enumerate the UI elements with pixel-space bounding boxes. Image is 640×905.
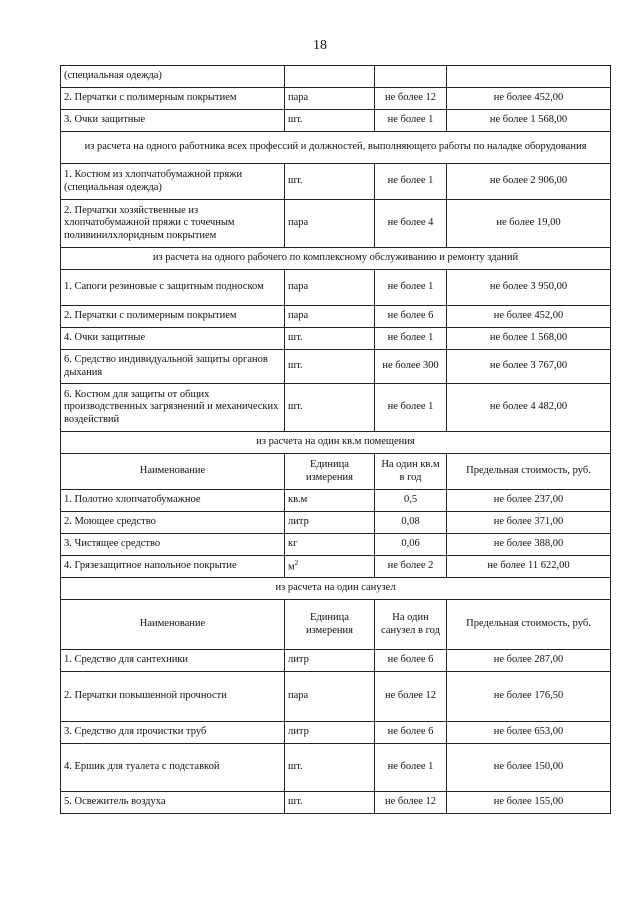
header-row	[61, 600, 611, 650]
table-row	[61, 88, 611, 110]
item-unit: литр	[285, 650, 375, 672]
section-title: из расчета на одного рабочего по комплексному обслуживанию и ремонту зданий	[61, 248, 611, 270]
header-row	[61, 454, 611, 490]
table-row	[61, 200, 611, 248]
item-unit: кг	[285, 534, 375, 556]
item-name: (специальная одежда)	[61, 66, 285, 88]
item-name: 1. Сапоги резиновые с защитным подноском	[61, 270, 285, 306]
item-unit: пара	[285, 200, 375, 248]
item-qty: не более 1	[375, 744, 447, 792]
section-title: из расчета на один кв.м помещения	[61, 432, 611, 454]
item-qty: не более 6	[375, 722, 447, 744]
item-name: 3. Средство для прочистки труб	[61, 722, 285, 744]
item-name: 4. Грязезащитное напольное покрытие	[61, 556, 285, 578]
item-qty: не более 12	[375, 88, 447, 110]
item-qty	[375, 66, 447, 88]
table-row	[61, 350, 611, 384]
item-qty: не более 2	[375, 556, 447, 578]
section-row	[61, 578, 611, 600]
item-qty: не более 12	[375, 792, 447, 814]
header-name: Наименование	[61, 454, 285, 490]
item-unit: шт.	[285, 384, 375, 432]
table-row	[61, 306, 611, 328]
table-row	[61, 270, 611, 306]
unit-base: м	[288, 561, 295, 573]
table-row	[61, 328, 611, 350]
header-unit: Единица измерения	[285, 600, 375, 650]
item-price: не более 19,00	[447, 200, 611, 248]
item-price: не более 371,00	[447, 512, 611, 534]
item-name: 2. Перчатки повышенной прочности	[61, 672, 285, 722]
item-price: не более 388,00	[447, 534, 611, 556]
item-name: 4. Очки защитные	[61, 328, 285, 350]
item-qty: 0,5	[375, 490, 447, 512]
table-row	[61, 534, 611, 556]
item-price: не более 11 622,00	[447, 556, 611, 578]
item-price: не более 2 906,00	[447, 164, 611, 200]
section-row	[61, 132, 611, 164]
table-row	[61, 556, 611, 578]
table-row	[61, 792, 611, 814]
item-price	[447, 66, 611, 88]
table-row	[61, 164, 611, 200]
item-unit: литр	[285, 722, 375, 744]
item-price: не более 176,50	[447, 672, 611, 722]
item-unit: шт.	[285, 164, 375, 200]
item-price: не более 4 482,00	[447, 384, 611, 432]
item-name: 3. Очки защитные	[61, 110, 285, 132]
item-unit: шт.	[285, 350, 375, 384]
item-unit: кв.м	[285, 490, 375, 512]
item-price: не более 653,00	[447, 722, 611, 744]
item-name: 2. Перчатки с полимерным покрытием	[61, 306, 285, 328]
item-unit: шт.	[285, 110, 375, 132]
table-row	[61, 512, 611, 534]
table-row	[61, 110, 611, 132]
item-qty: не более 1	[375, 110, 447, 132]
item-qty: не более 12	[375, 672, 447, 722]
item-unit	[285, 66, 375, 88]
item-price: не более 452,00	[447, 88, 611, 110]
item-qty: не более 1	[375, 328, 447, 350]
item-price: не более 452,00	[447, 306, 611, 328]
item-price: не более 287,00	[447, 650, 611, 672]
header-name: Наименование	[61, 600, 285, 650]
item-name: 6. Средство индивидуальной защиты органов дыхания	[61, 350, 285, 384]
table-row	[61, 722, 611, 744]
item-price: не более 155,00	[447, 792, 611, 814]
item-qty: 0,08	[375, 512, 447, 534]
item-price: не более 1 568,00	[447, 110, 611, 132]
table-row	[61, 490, 611, 512]
item-name: 2. Моющее средство	[61, 512, 285, 534]
header-qty: На один санузел в год	[375, 600, 447, 650]
header-qty: На один кв.м в год	[375, 454, 447, 490]
item-qty: не более 300	[375, 350, 447, 384]
page-number: 18	[313, 38, 327, 53]
item-qty: не более 4	[375, 200, 447, 248]
item-unit	[285, 556, 375, 578]
section-title: из расчета на один санузел	[61, 578, 611, 600]
item-price: не более 150,00	[447, 744, 611, 792]
section-row	[61, 248, 611, 270]
item-unit: пара	[285, 88, 375, 110]
item-unit: шт.	[285, 792, 375, 814]
item-price: не более 237,00	[447, 490, 611, 512]
item-qty: не более 1	[375, 164, 447, 200]
unit-superscript: 2	[294, 558, 299, 567]
item-name: 1. Полотно хлопчатобумажное	[61, 490, 285, 512]
item-name: 6. Костюм для защиты от общих производственных загрязнений и механических воздействий	[61, 384, 285, 432]
item-name: 1. Средство для сантехники	[61, 650, 285, 672]
item-unit: пара	[285, 306, 375, 328]
item-qty: не более 6	[375, 650, 447, 672]
table-row	[61, 384, 611, 432]
item-qty: не более 6	[375, 306, 447, 328]
item-qty: не более 1	[375, 270, 447, 306]
item-qty: 0,06	[375, 534, 447, 556]
section-row	[61, 432, 611, 454]
header-unit: Единица измерения	[285, 454, 375, 490]
norms-table	[60, 65, 611, 814]
table-row	[61, 672, 611, 722]
item-unit: шт.	[285, 328, 375, 350]
item-name: 1. Костюм из хлопчатобумажной пряжи (специальная одежда)	[61, 164, 285, 200]
table-row	[61, 66, 611, 88]
item-price: не более 3 767,00	[447, 350, 611, 384]
item-name: 3. Чистящее средство	[61, 534, 285, 556]
table-row	[61, 744, 611, 792]
item-name: 4. Ершик для туалета с подставкой	[61, 744, 285, 792]
item-name: 5. Освежитель воздуха	[61, 792, 285, 814]
section-title: из расчета на одного работника всех профессий и должностей, выполняющего работы по наладке оборудования	[61, 132, 611, 164]
item-unit: пара	[285, 270, 375, 306]
item-qty: не более 1	[375, 384, 447, 432]
item-name: 2. Перчатки хозяйственные из хлопчатобумажной пряжи с точечным поливинилхлоридным покрытием	[61, 200, 285, 248]
item-price: не более 3 950,00	[447, 270, 611, 306]
item-unit: литр	[285, 512, 375, 534]
header-price: Предельная стоимость, руб.	[447, 600, 611, 650]
header-price: Предельная стоимость, руб.	[447, 454, 611, 490]
item-unit: пара	[285, 672, 375, 722]
table-row	[61, 650, 611, 672]
item-unit: шт.	[285, 744, 375, 792]
item-name: 2. Перчатки с полимерным покрытием	[61, 88, 285, 110]
item-price: не более 1 568,00	[447, 328, 611, 350]
